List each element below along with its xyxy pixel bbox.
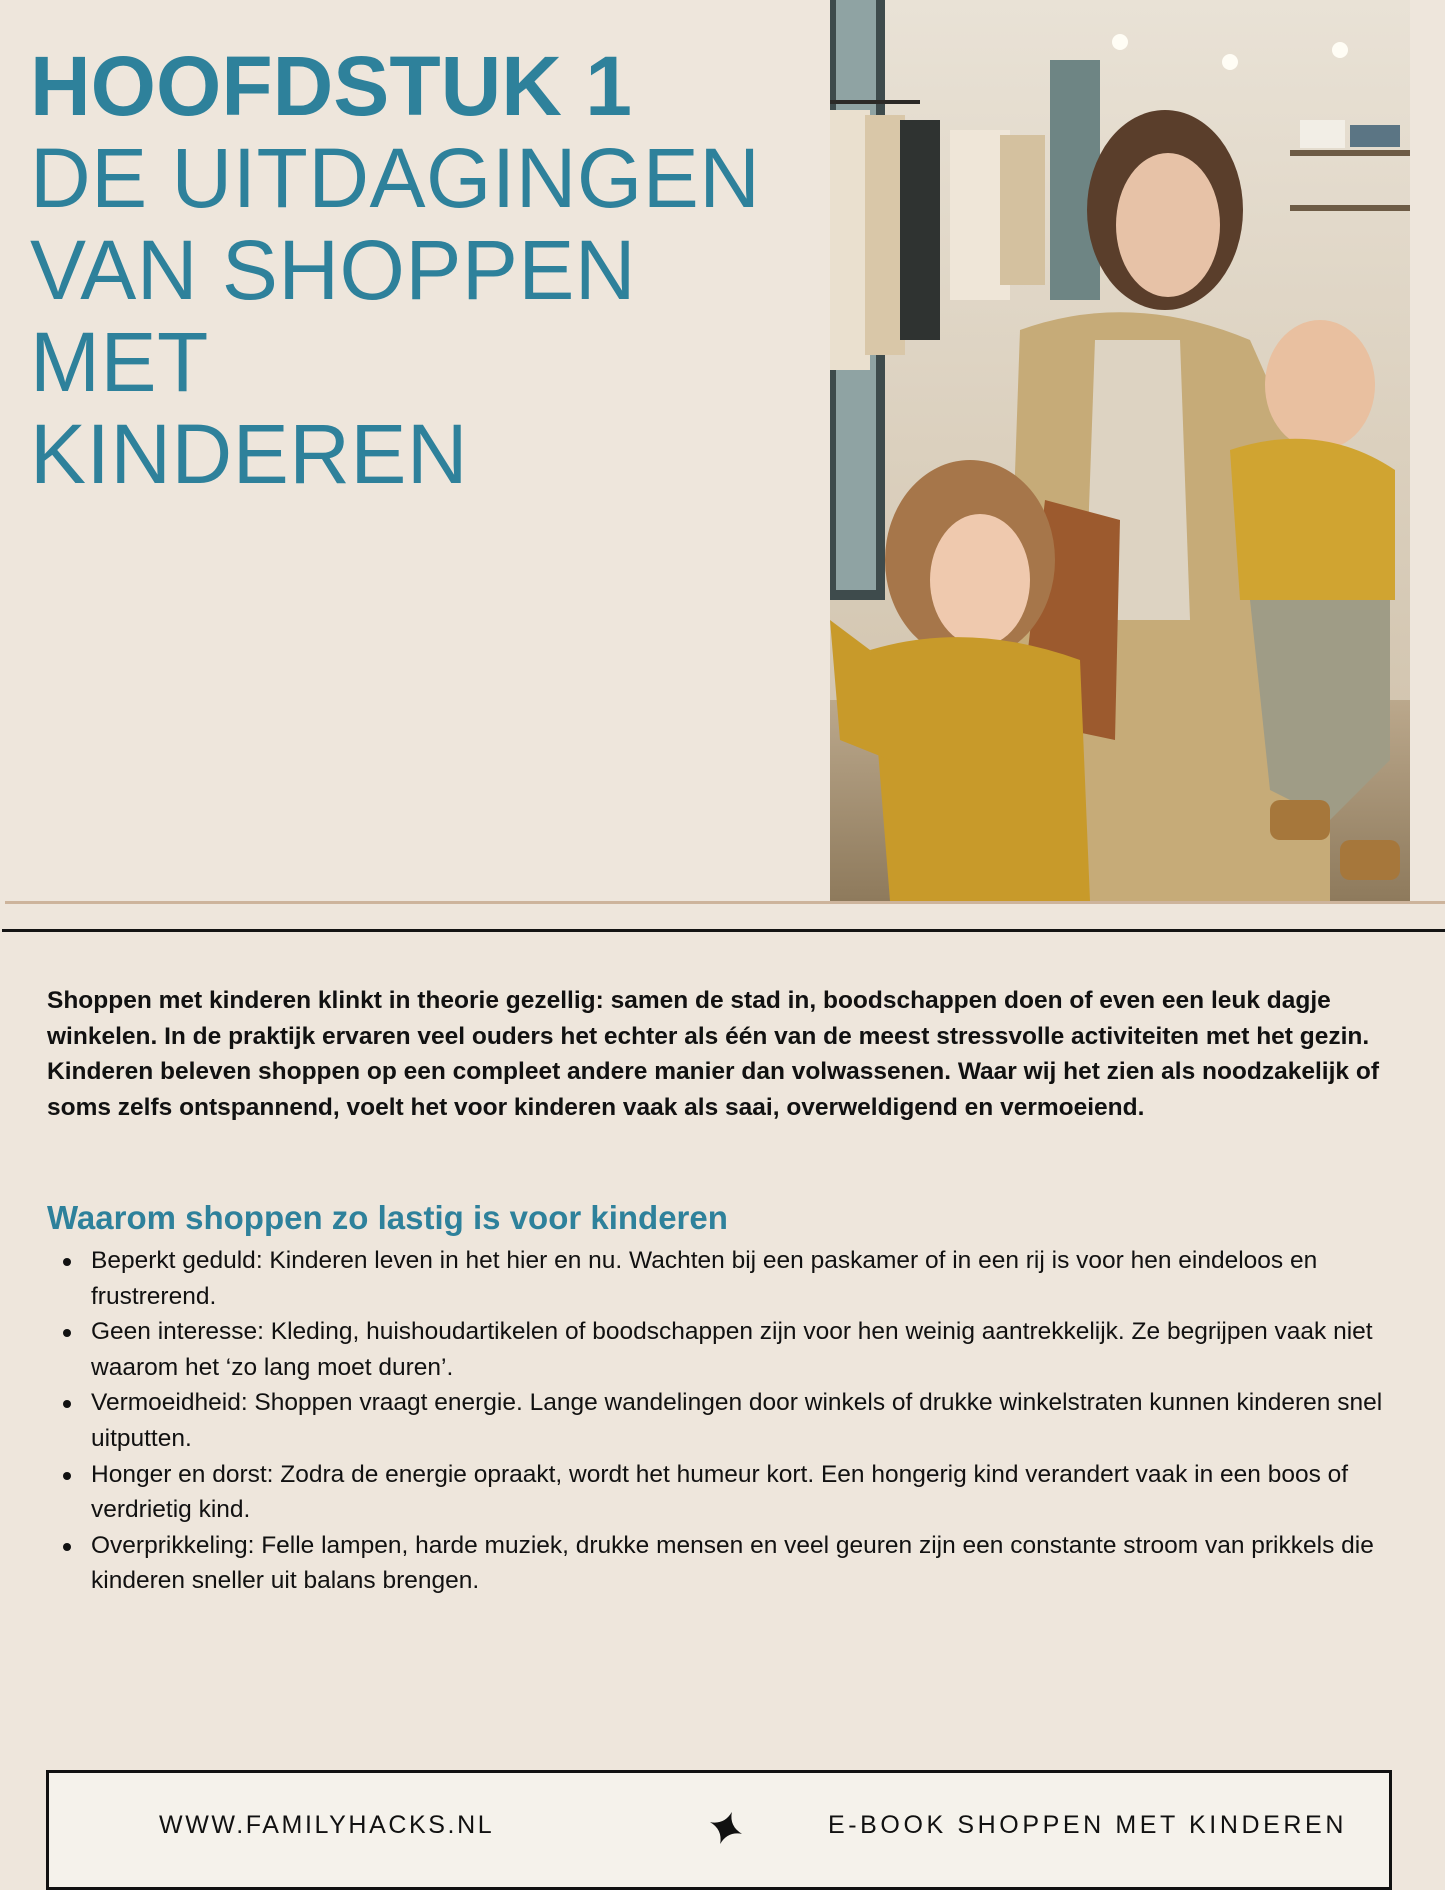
family-shopping-illustration [830, 0, 1410, 901]
bullet-icon [63, 1400, 71, 1408]
section-heading: Waarom shoppen zo lastig is voor kinderen [47, 1199, 728, 1236]
footer-book-title: E-BOOK SHOPPEN MET KINDEREN [827, 1811, 1347, 1839]
list-item-text: Geen interesse: Kleding, huishoudartikelen of boodschappen zijn voor hen weinig aantrekkelijk. Ze begrijpen vaak niet waarom het ‘zo lang moet duren’. [91, 1318, 1373, 1381]
reasons-list [47, 1243, 1407, 1599]
title-line-3: KINDEREN [30, 407, 469, 501]
list-item-text: Honger en dorst: Zodra de energie opraakt, wordt het humeur kort. Een hongerig kind verandert vaak in een boos of verdrietig kind. [91, 1460, 1349, 1524]
list-item-text: Vermoeidheid: Shoppen vraagt energie. Lange wandelingen door winkels of drukke winkelstraten kunnen kinderen snel uitputten. [91, 1389, 1383, 1452]
footer-website-link[interactable]: WWW.FAMILYHACKS.NL [159, 1811, 495, 1839]
list-item-text: Beperkt geduld: Kinderen leven in het hier en nu. Wachten bij een paskamer of in een rij is voor hen eindeloos en frustrerend. [91, 1247, 1318, 1310]
bullet-icon [63, 1472, 71, 1480]
tan-divider [5, 901, 1445, 904]
hero-photo [830, 0, 1410, 901]
intro-paragraph: Shoppen met kinderen klinkt in theorie gezellig: samen de stad in, boodschappen doen of even een leuk dagje winkelen. In de praktijk ervaren veel ouders het echter als één van de meest stressvolle activiteiten met het gezin. Kinderen beleven shoppen op een compleet andere manier dan volwassenen. Waar wij het zien als noodzakelijk of soms zelfs ontspannend, voelt het voor kinderen vaak als saai, overweldigend en vermoeiend. [47, 987, 1379, 1121]
bullet-icon [63, 1543, 71, 1551]
footer [46, 1770, 1392, 1890]
list-item [47, 1457, 1407, 1528]
list-item [47, 1243, 1407, 1314]
bullet-icon [63, 1258, 71, 1266]
four-point-star-icon [709, 1811, 743, 1845]
list-item [47, 1528, 1407, 1599]
list-item-text: Overprikkeling: Felle lampen, harde muziek, drukke mensen en veel geuren zijn een constante stroom van prikkels die kinderen sneller uit balans brengen. [91, 1531, 1374, 1595]
title-line-2: VAN SHOPPEN MET [30, 223, 637, 409]
page-title [30, 40, 830, 500]
list-item [47, 1385, 1407, 1456]
title-line-1: DE UITDAGINGEN [30, 131, 761, 225]
bullet-icon [63, 1329, 71, 1337]
chapter-label: HOOFDSTUK 1 [30, 39, 633, 133]
list-item [47, 1314, 1407, 1385]
black-divider [2, 929, 1445, 932]
